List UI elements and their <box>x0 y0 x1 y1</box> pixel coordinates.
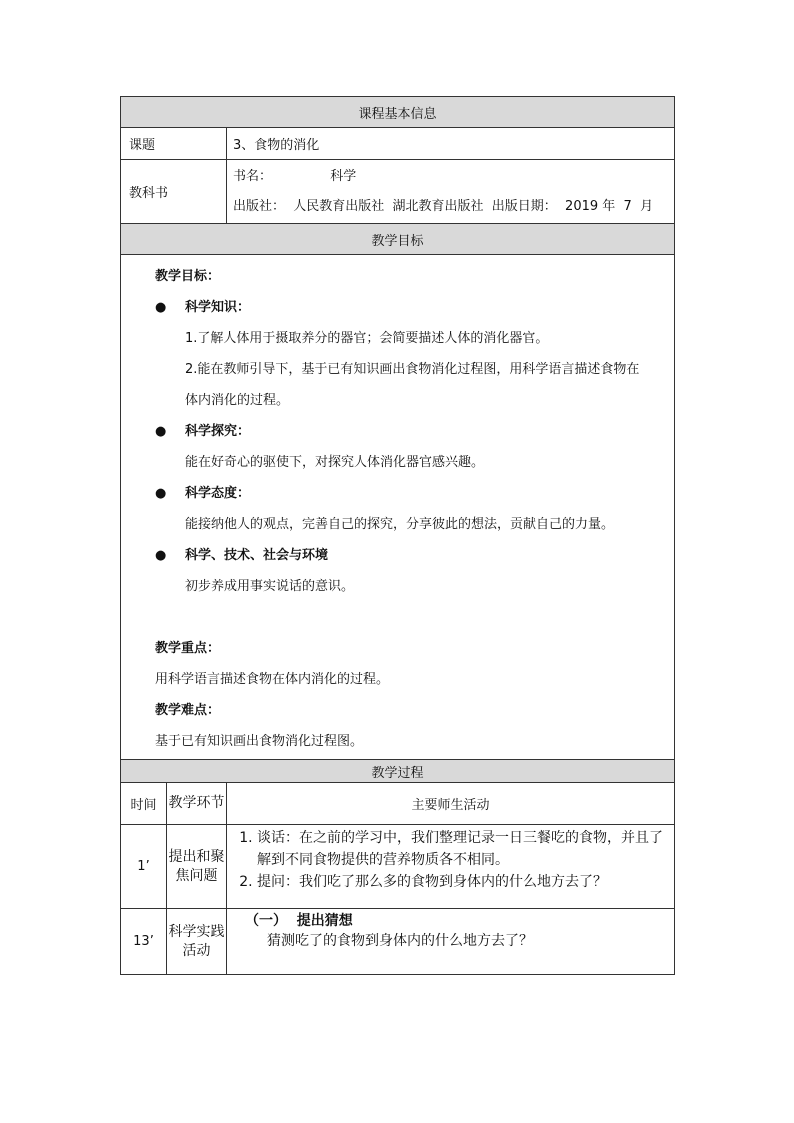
attitude-text: 能接纳他人的观点，完善自己的探究，分享彼此的想法，贡献自己的力量。 <box>185 517 615 532</box>
table-row <box>121 909 675 975</box>
bullet-icon: ● <box>155 486 167 501</box>
spacer <box>121 602 674 633</box>
inquiry-title: 科学探究： <box>185 424 251 439</box>
difficulty-text: 基于已有知识画出食物消化过程图。 <box>155 734 364 749</box>
activity-list <box>233 827 668 893</box>
bullet-icon: ● <box>155 300 167 315</box>
objectives-header: 教学目标 <box>121 224 675 255</box>
inquiry-text: 能在好奇心的驱使下，对探究人体消化器官感兴趣。 <box>185 455 485 470</box>
knowledge-item-2b: 体内消化的过程。 <box>185 393 290 408</box>
objectives-title: 教学目标： <box>155 269 221 284</box>
book-name-line <box>233 162 674 192</box>
knowledge-item-1: 1.了解人体用于摄取养分的器官；会简要描述人体的消化器官。 <box>185 331 549 346</box>
key-point-text: 用科学语言描述食物在体内消化的过程。 <box>155 672 390 687</box>
col-stage-header: 教学环节 <box>167 783 227 825</box>
textbook-details <box>227 160 675 224</box>
sts-title: 科学、技术、社会与环境 <box>185 548 329 563</box>
table-row <box>121 825 675 909</box>
bullet-icon: ● <box>155 548 167 563</box>
row-stage: 科学实践活动 <box>167 909 227 975</box>
knowledge-title: 科学知识： <box>185 300 251 315</box>
sts-heading <box>121 540 674 571</box>
lesson-plan-table <box>120 96 675 975</box>
topic-label: 课题 <box>121 128 227 160</box>
row-time: 13’ <box>121 909 167 975</box>
textbook-label: 教科书 <box>121 160 227 224</box>
activity-text: 猜测吃了的食物到身体内的什么地方去了？ <box>267 933 533 949</box>
key-point-title: 教学重点： <box>155 641 221 656</box>
bullet-icon: ● <box>155 424 167 439</box>
knowledge-heading <box>121 292 674 323</box>
difficulty-title: 教学难点： <box>155 703 221 718</box>
list-item: 2. 提问：我们吃了那么多的食物到身体内的什么地方去了？ <box>257 871 668 893</box>
col-time-header: 时间 <box>121 783 167 825</box>
topic-value: 3、食物的消化 <box>227 128 675 160</box>
row-time: 1’ <box>121 825 167 909</box>
row-activity <box>227 909 675 975</box>
process-header: 教学过程 <box>121 760 675 783</box>
attitude-heading <box>121 478 674 509</box>
list-item: 1. 谈话：在之前的学习中，我们整理记录一日三餐吃的食物，并且了解到不同食物提供的营养物质各不相同。 <box>257 827 668 871</box>
attitude-title: 科学态度： <box>185 486 251 501</box>
activity-subtitle: （一） 提出猜想 <box>245 913 353 929</box>
sts-text: 初步养成用事实说话的意识。 <box>185 579 355 594</box>
knowledge-item-2a: 2.能在教师引导下，基于已有知识画出食物消化过程图，用科学语言描述食物在 <box>185 362 640 377</box>
book-name-label: 书名： <box>233 168 273 184</box>
book-name-value: 科学 <box>330 168 357 184</box>
course-info-header: 课程基本信息 <box>121 97 675 128</box>
row-stage: 提出和聚焦问题 <box>167 825 227 909</box>
publisher-line: 出版社： 人民教育出版社 湖北教育出版社 出版日期： 2019 年 7 月 <box>233 198 654 214</box>
lesson-plan-document <box>120 96 674 975</box>
col-activity-header: 主要师生活动 <box>227 783 675 825</box>
objectives-content <box>121 255 675 760</box>
row-activity <box>227 825 675 909</box>
inquiry-heading <box>121 416 674 447</box>
